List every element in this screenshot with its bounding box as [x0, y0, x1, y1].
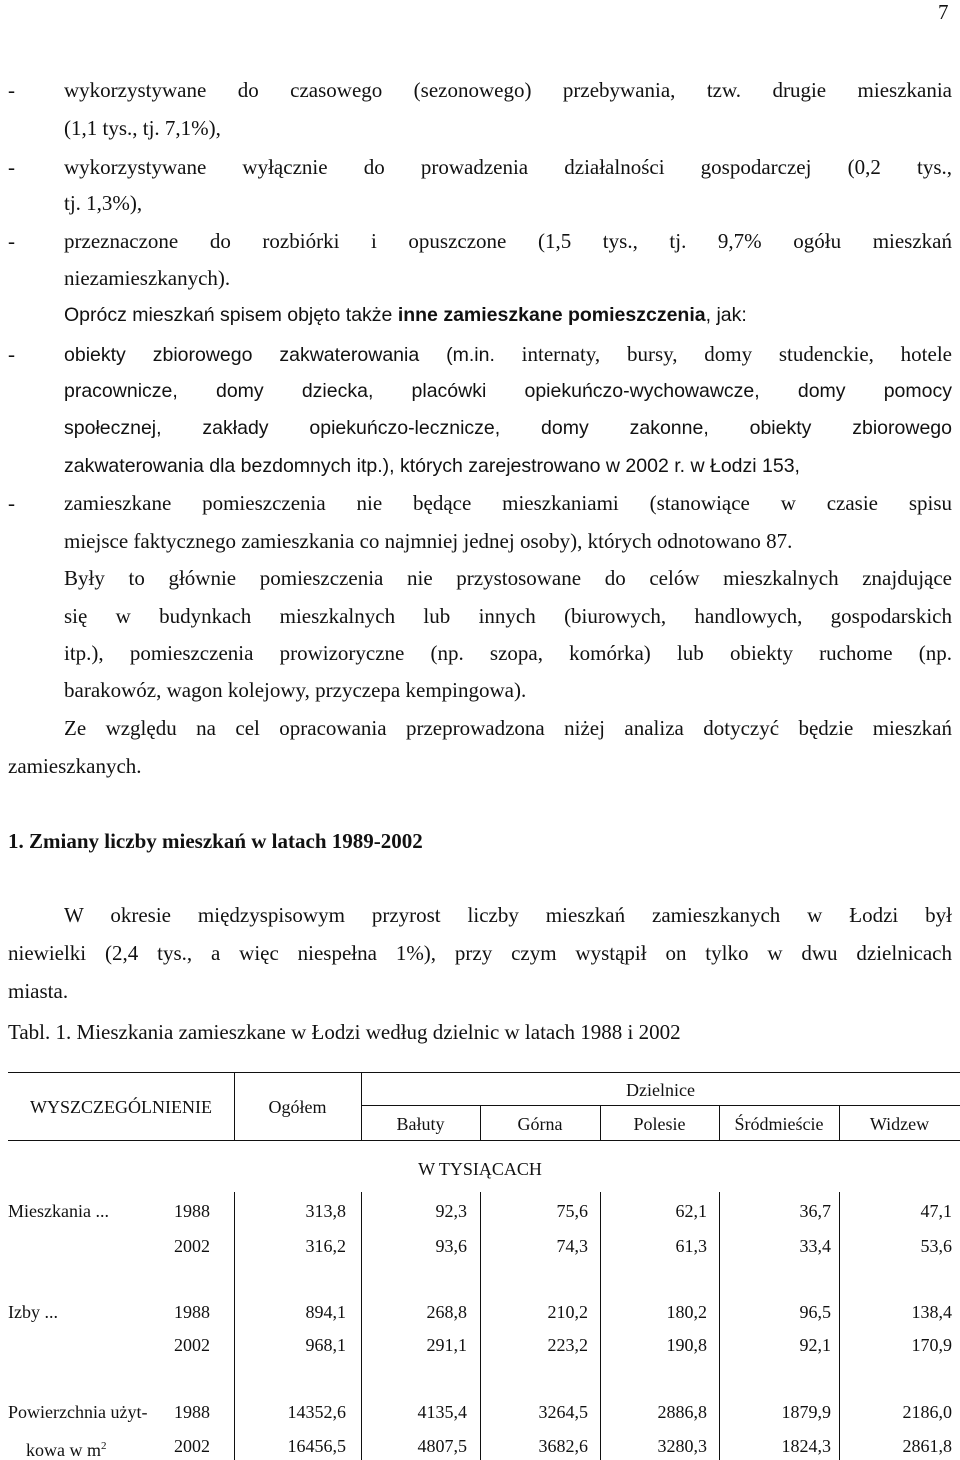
table-cell: 16456,5: [287, 1436, 346, 1456]
list-item-line: barakowóz, wagon kolejowy, przyczepa kempingowa).: [64, 678, 527, 702]
list-dash: -: [8, 342, 15, 366]
table-cell: 62,1: [675, 1201, 707, 1221]
table-cell: 3280,3: [657, 1436, 707, 1456]
table-cell: 210,2: [547, 1302, 588, 1322]
row-year: 1988: [174, 1402, 210, 1422]
table-cell: 36,7: [799, 1201, 831, 1221]
paragraph-line: niewielki (2,4 tys., a więc niespełna 1%), przy czym wystąpił on tylko w dwu dzielnicach: [8, 941, 952, 965]
table-cell: 92,1: [799, 1335, 831, 1355]
list-dash: -: [8, 491, 15, 515]
table-cell: 1879,9: [781, 1402, 831, 1422]
table-cell: 14352,6: [287, 1402, 346, 1422]
list-item-line: się w budynkach mieszkalnych lub innych (biurowych, handlowych, gospodarskich: [64, 604, 952, 628]
column-header: Górna: [517, 1114, 563, 1134]
list-item-line: itp.), pomieszczenia prowizoryczne (np. szopa, komórka) lub obiekty ruchome (np.: [64, 641, 952, 665]
column-header: Dzielnice: [626, 1080, 695, 1100]
row-label: Powierzchnia użyt-: [8, 1402, 148, 1422]
table-cell: 268,8: [426, 1302, 467, 1322]
row-year: 1988: [174, 1201, 210, 1221]
section-heading: 1. Zmiany liczby mieszkań w latach 1989-2002: [8, 829, 423, 853]
table-cell: 75,6: [556, 1201, 588, 1221]
text-span: Oprócz mieszkań spisem objęto także: [64, 304, 398, 326]
page-number: 7: [938, 0, 949, 24]
table-rule: [361, 1105, 960, 1106]
list-item-line: wykorzystywane wyłącznie do prowadzenia działalności gospodarczej (0,2 tys.,: [64, 155, 952, 179]
column-header: Ogółem: [268, 1097, 327, 1117]
text-span: internaty, bursy, domy studenckie, hotele: [494, 342, 952, 366]
list-dash: -: [8, 229, 15, 253]
row-label: [26, 1436, 107, 1460]
table-rule: [8, 1140, 960, 1141]
table-cell: 291,1: [426, 1335, 467, 1355]
paragraph-line: miasta.: [8, 979, 69, 1003]
table-cell: 968,1: [305, 1335, 346, 1355]
row-year: 2002: [174, 1236, 210, 1256]
column-header: Widzew: [869, 1114, 930, 1134]
row-label: Izby ...: [8, 1302, 58, 1322]
list-item-line: tj. 1,3%),: [64, 191, 143, 215]
table-cell: 93,6: [435, 1236, 467, 1256]
table-caption: Tabl. 1. Mieszkania zamieszkane w Łodzi według dzielnic w latach 1988 i 2002: [8, 1020, 681, 1044]
list-dash: -: [8, 155, 15, 179]
table-cell: 190,8: [666, 1335, 707, 1355]
table-cell: 3682,6: [538, 1436, 588, 1456]
table-cell: 3264,5: [538, 1402, 588, 1422]
table-cell: 180,2: [666, 1302, 707, 1322]
table-cell: 170,9: [911, 1335, 952, 1355]
table-cell: 53,6: [920, 1236, 952, 1256]
row-year: 1988: [174, 1302, 210, 1322]
column-header: Bałuty: [396, 1114, 445, 1134]
table-cell: 4807,5: [417, 1436, 467, 1456]
paragraph-line: zamieszkanych.: [8, 754, 142, 778]
column-header: Polesie: [633, 1114, 686, 1134]
table-cell: 33,4: [799, 1236, 831, 1256]
list-item-line: niezamieszkanych).: [64, 266, 231, 290]
text-span: , jak:: [705, 304, 747, 326]
table-rule: [234, 1192, 235, 1460]
table-cell: 313,8: [305, 1201, 346, 1221]
table-cell: 316,2: [305, 1236, 346, 1256]
unit-label: W TYSIĄCACH: [418, 1159, 542, 1179]
list-item-line: przeznaczone do rozbiórki i opuszczone (1,5 tys., tj. 9,7% ogółu mieszkań: [64, 229, 952, 253]
table-cell: 96,5: [799, 1302, 831, 1322]
row-label-text: kowa w m: [26, 1440, 101, 1460]
list-dash: -: [8, 78, 15, 102]
table-rule: [8, 1072, 960, 1073]
table-cell: 4135,4: [417, 1402, 467, 1422]
list-item-line: zakwaterowania dla bezdomnych itp.), których zarejestrowano w 2002 r. w Łodzi 153,: [64, 455, 800, 477]
paragraph-line: Ze względu na cel opracowania przeprowadzona niżej analiza dotyczyć będzie mieszkań: [64, 716, 952, 740]
list-item-line: pracownicze, domy dziecka, placówki opiekuńczo-wychowawcze, domy pomocy: [64, 380, 952, 402]
table-cell: 1824,3: [781, 1436, 831, 1456]
column-header: WYSZCZEGÓLNIENIE: [30, 1097, 212, 1117]
table-cell: 2886,8: [657, 1402, 707, 1422]
table-cell: 223,2: [547, 1335, 588, 1355]
table-cell: 2861,8: [902, 1436, 952, 1456]
text-span: obiekty zbiorowego zakwaterowania (m.in.: [64, 344, 495, 366]
list-item-line: społecznej, zakłady opiekuńczo-lecznicze, domy zakonne, obiekty zbiorowego: [64, 417, 952, 439]
table-cell: 894,1: [305, 1302, 346, 1322]
row-year: 2002: [174, 1335, 210, 1355]
list-item-line: Były to głównie pomieszczenia nie przystosowane do celów mieszkalnych znajdujące: [64, 566, 952, 590]
column-header: Śródmieście: [734, 1114, 824, 1134]
list-item-line: (1,1 tys., tj. 7,1%),: [64, 116, 221, 140]
table-cell: 74,3: [556, 1236, 588, 1256]
list-item-line: wykorzystywane do czasowego (sezonowego) przebywania, tzw. drugie mieszkania: [64, 78, 952, 102]
superscript: 2: [101, 1440, 107, 1452]
bold-span: inne zamieszkane pomieszczenia: [397, 304, 706, 326]
table-cell: 138,4: [911, 1302, 952, 1322]
table-cell: 2186,0: [902, 1402, 952, 1422]
list-item-line: miejsce faktycznego zamieszkania co najmniej jednej osoby), których odnotowano 87.: [64, 529, 793, 553]
paragraph-line: W okresie międzyspisowym przyrost liczby mieszkań zamieszkanych w Łodzi był: [64, 903, 952, 927]
row-label: Mieszkania ...: [8, 1201, 109, 1221]
table-cell: 92,3: [435, 1201, 467, 1221]
paragraph-line: [64, 303, 952, 327]
table-cell: 47,1: [920, 1201, 952, 1221]
list-item-line: zamieszkane pomieszczenia nie będące mieszkaniami (stanowiące w czasie spisu: [64, 491, 952, 515]
list-item-line: [64, 342, 952, 367]
table-cell: 61,3: [675, 1236, 707, 1256]
row-year: 2002: [174, 1436, 210, 1456]
